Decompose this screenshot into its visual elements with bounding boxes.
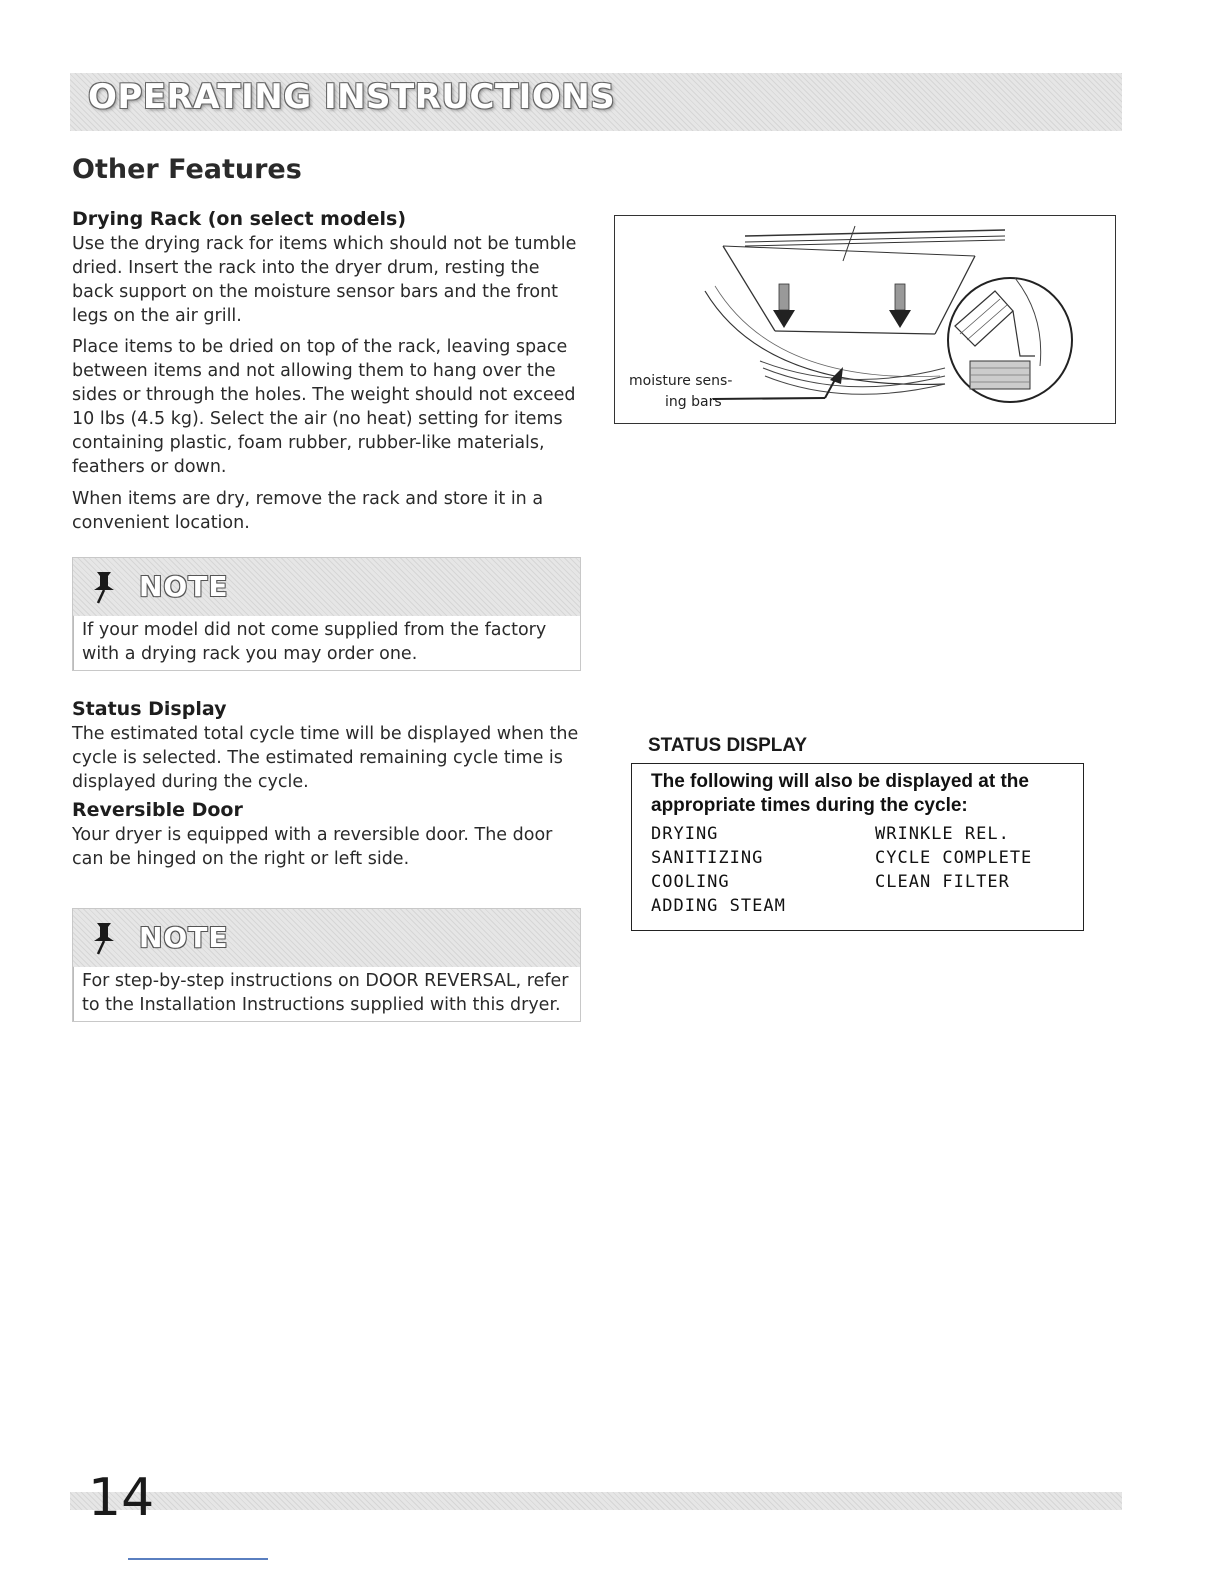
note-text: If your model did not come supplied from the factory with a drying rack you may order one. (73, 616, 580, 670)
pushpin-icon (89, 921, 119, 955)
page-number: 14 (88, 1468, 155, 1528)
note-header (73, 909, 580, 967)
status-display-panel-title: STATUS DISPLAY (648, 735, 808, 756)
drying-rack-paragraph-1: Use the drying rack for items which should not be tumble dried. Insert the rack into the dryer drum, resting the back support on the moisture sensor bars and the front legs on the air grill. (72, 234, 577, 326)
status-message: SANITIZING (651, 848, 764, 868)
reversible-door-text: Your dryer is equipped with a reversible door. The door can be hinged on the right or left side. (72, 825, 553, 869)
note-text: For step-by-step instructions on DOOR REVERSAL, refer to the Installation Instructions supplied with this dryer. (73, 967, 580, 1021)
drying-rack-illustration (614, 215, 1116, 424)
pushpin-icon (89, 570, 119, 604)
note-box-drying-rack (72, 557, 581, 671)
status-display-text: The estimated total cycle time will be displayed when the cycle is selected. The estimated remaining cycle time is displayed during the cycle. (72, 724, 579, 792)
moisture-sensing-bars-label (629, 371, 732, 413)
status-message: CYCLE COMPLETE (875, 848, 1033, 868)
drying-rack-heading: Drying Rack (on select models) (72, 208, 407, 230)
section-title: Other Features (72, 154, 302, 185)
note-box-door-reversal (72, 908, 581, 1022)
drying-rack-paragraph-3: When items are dry, remove the rack and store it in a convenient location. (72, 489, 544, 533)
status-display-panel (631, 763, 1084, 931)
note-header (73, 558, 580, 616)
note-label: NOTE (139, 921, 229, 954)
note-label: NOTE (139, 570, 229, 603)
status-panel-intro: The following will also be displayed at the appropriate times during the cycle: (651, 771, 1029, 816)
status-message: CLEAN FILTER (875, 872, 1010, 892)
status-message: COOLING (651, 872, 730, 892)
reversible-door-heading: Reversible Door (72, 799, 243, 821)
figure-label-line-1: moisture sens- (629, 373, 733, 389)
footer-rule (128, 1558, 268, 1560)
status-message: WRINKLE REL. (875, 824, 1010, 844)
status-message: ADDING STEAM (651, 896, 786, 916)
status-message: DRYING (651, 824, 719, 844)
header-bar (70, 73, 1122, 131)
footer-bar (70, 1492, 1122, 1510)
drying-rack-paragraph-2: Place items to be dried on top of the rack, leaving space between items and not allowing them to hang over the sides or through the holes. The weight should not exceed 10 lbs (4.5 kg). Select the air (no heat) setting for items containing plastic, foam rubber, rubber-like materials, feathers or down. (72, 337, 576, 477)
page-header-title: OPERATING INSTRUCTIONS (88, 77, 616, 117)
status-display-heading: Status Display (72, 698, 227, 720)
figure-label-line-2: ing bars (665, 394, 722, 410)
